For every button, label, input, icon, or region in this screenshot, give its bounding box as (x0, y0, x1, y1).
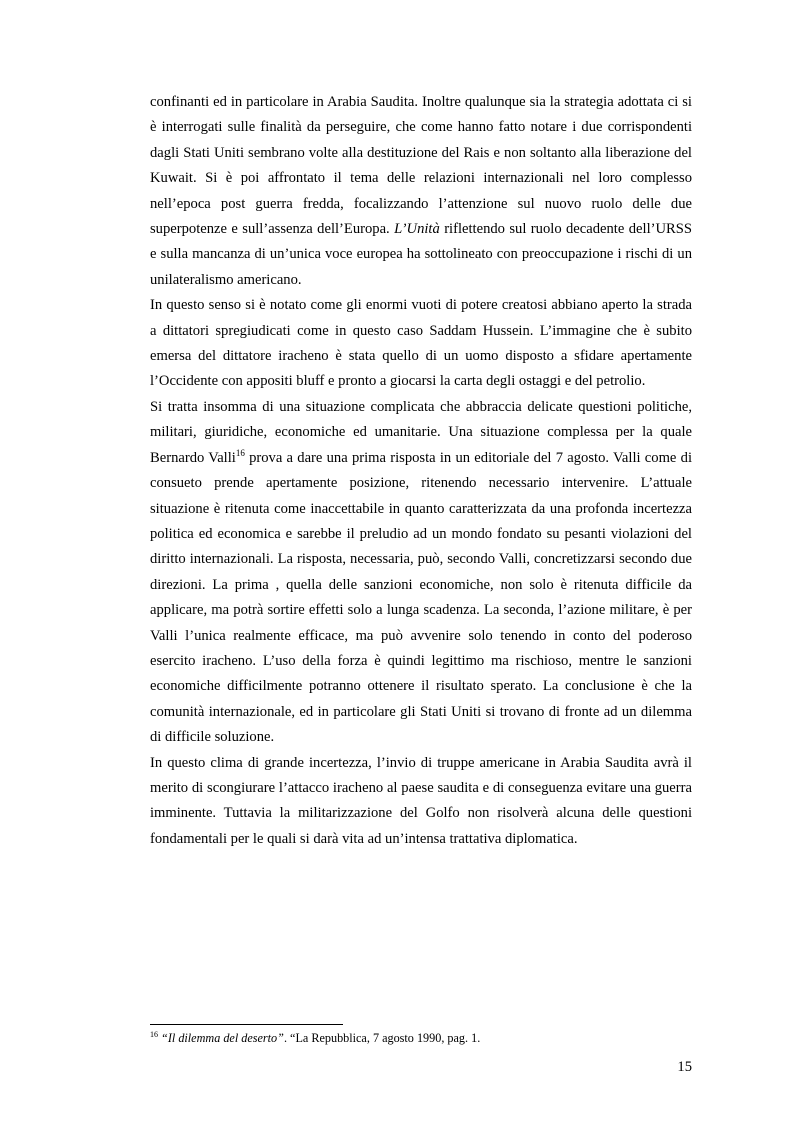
paragraph-4: In questo clima di grande incertezza, l’invio di truppe americane in Arabia Saudita avrà il merito di scongiurare l’attacco iracheno al paese saudita e di conseguenza evitare una guerra imminente. Tuttavia la militarizzazione del Golfo non risolverà alcuna delle questioni fondamentali per le quali si darà vita ad un’intensa trattativa diplomatica. (150, 754, 692, 847)
footnote-number: 16 (150, 1029, 158, 1039)
paragraph-2: In questo senso si è notato come gli enormi vuoti di potere creatosi abbiano aperto la strada a dittatori spregiudicati come in questo caso Saddam Hussein. L’immagine che è subito emersa del dittatore iracheno è stata quello di un uomo disposto a sfidare apertamente l’Occidente con appositi bluff e pronto a giocarsi la carta degli ostaggi e del petrolio. (150, 297, 692, 390)
footnote-separator (150, 1024, 343, 1025)
footnote-article-title: “Il dilemma del deserto” (161, 1031, 284, 1045)
paragraph-3 (150, 395, 692, 751)
footnote (150, 1030, 692, 1046)
paragraph-3-text: Si tratta insomma di una situazione complicata che abbraccia delicate questioni politiche, militari, giuridiche, economiche ed umanitarie. Una situazione complessa per la quale Bernardo Valli (150, 398, 692, 466)
footnote-reference[interactable]: 16 (235, 447, 245, 458)
paragraph-1-text-end: riflettendo sul ruolo decadente dell’URSS e sulla mancanza di un’unica voce europea ha sottolineato con preoccupazione i rischi di un unilateralismo americano. (150, 221, 692, 288)
newspaper-title-unita: L’Unità (394, 221, 440, 238)
paragraph-1-text: confinanti ed in particolare in Arabia Saudita. Inoltre qualunque sia la strategia adottata ci si è interrogati sulle finalità da perseguire, che come hanno fatto notare i due corrispondenti dagli Stati Uniti sembrano volte alla destituzione del Rais e non soltanto alla liberazione del Kuwait. Si è poi affrontato il tema delle relazioni internazionali nel loro complesso nell’epoca post guerra fredda, focalizzando l’attenzione sul nuovo ruolo delle due superpotenze e sull’assenza dell’Europa. (150, 94, 692, 238)
body-text (150, 90, 692, 852)
page-number: 15 (677, 1059, 692, 1075)
paragraph-3-text-end: prova a dare una prima risposta in un editoriale del 7 agosto. Valli come di consueto prende apertamente posizione, ritenendo necessario intervenire. L’attuale situazione è ritenuta come inaccettabile in quanto caratterizzata da una profonda incertezza politica ed economica e sarebbe il preludio ad un mondo fondato su pesanti violazioni del diritto internazionali. La risposta, necessaria, può, secondo Valli, concretizzarsi secondo due direzioni. La prima , quella delle sanzioni economiche, non solo è ritenuta difficile da applicare, ma potrà sortire effetti solo a lunga scadenza. La seconda, l’azione militare, è per Valli l’unica realmente efficace, ma può avvenire solo tenendo in conto del poderoso esercito iracheno. L’uso della forza è quindi legittimo ma rischioso, mentre le sanzioni economiche difficilmente potranno ottenere il risultato sperato. La conclusione è che la comunità internazionale, ed in particolare gli Stati Uniti si trovano di fronte ad un dilemma di difficile soluzione. (150, 449, 692, 746)
paragraph-1 (150, 90, 692, 293)
footnote-source: . “La Repubblica, 7 agosto 1990, pag. 1. (283, 1031, 481, 1045)
